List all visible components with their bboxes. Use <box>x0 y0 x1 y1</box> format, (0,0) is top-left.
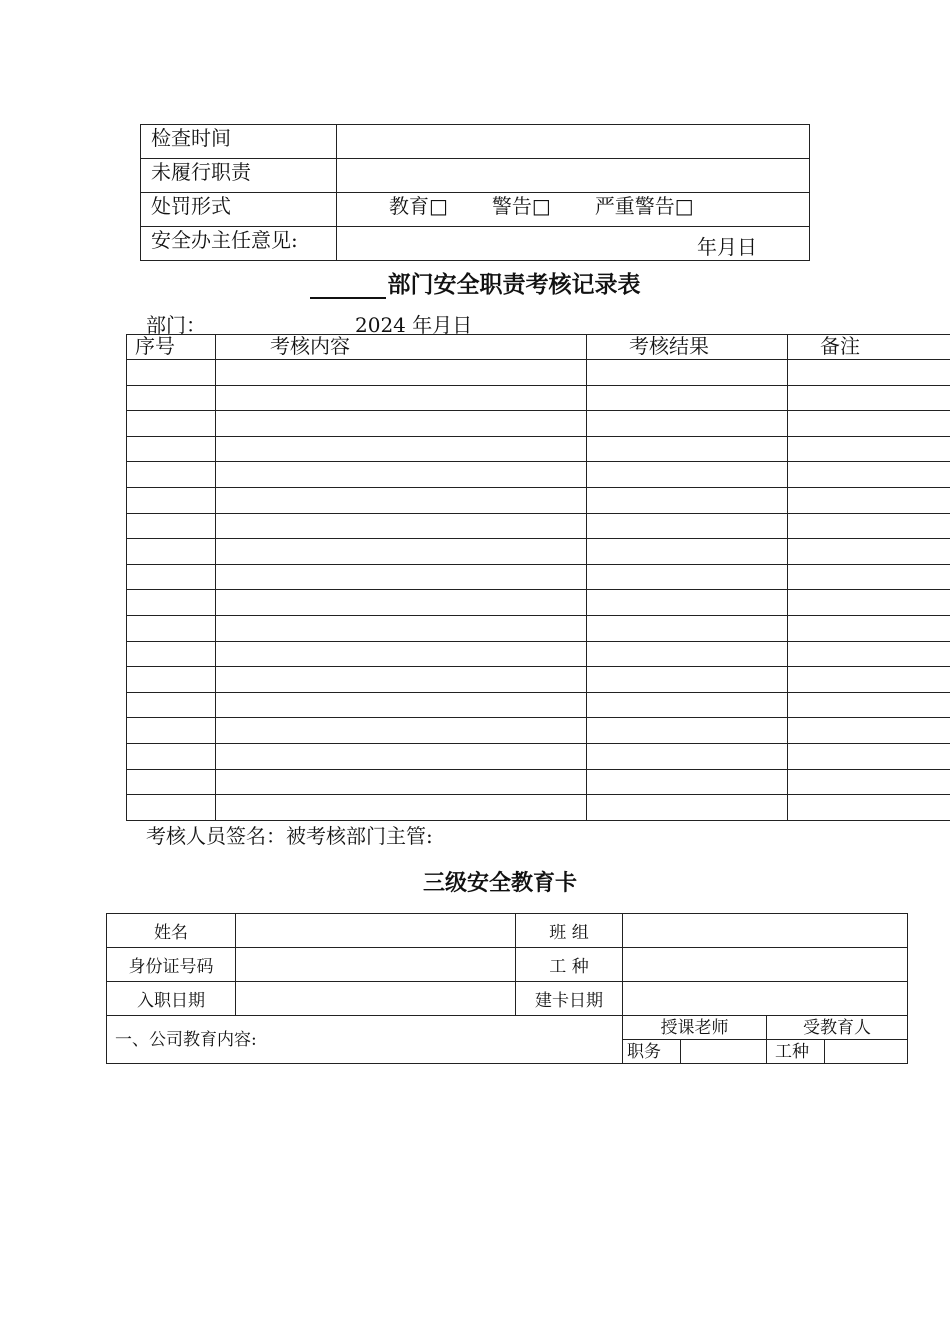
team-label: 班 组 <box>516 914 623 948</box>
unfulfilled-duty-field[interactable] <box>337 159 810 193</box>
table-row <box>127 564 950 590</box>
cell-seq[interactable] <box>127 385 216 411</box>
cell-content[interactable] <box>216 769 587 795</box>
company-education-label: 一、公司教育内容: <box>107 1016 623 1064</box>
trade-label: 工 种 <box>516 948 623 982</box>
cell-content[interactable] <box>216 385 587 411</box>
cell-content[interactable] <box>216 411 587 437</box>
cell-remark[interactable] <box>788 436 950 462</box>
table-row <box>127 667 950 693</box>
cell-seq[interactable] <box>127 641 216 667</box>
cell-result[interactable] <box>587 487 788 513</box>
trade-field[interactable] <box>623 948 908 982</box>
record-table <box>126 334 950 821</box>
position-label: 职务 <box>623 1040 681 1064</box>
cell-result[interactable] <box>587 385 788 411</box>
table-row <box>127 462 950 488</box>
dept-name-blank[interactable] <box>310 273 386 299</box>
cell-seq[interactable] <box>127 692 216 718</box>
unfulfilled-duty-label: 未履行职责 <box>141 159 337 193</box>
cell-remark[interactable] <box>788 360 950 386</box>
cell-remark[interactable] <box>788 462 950 488</box>
cell-content[interactable] <box>216 795 587 821</box>
table-row <box>127 360 950 386</box>
header-content: 考核内容 <box>216 335 587 360</box>
penalty-option-education[interactable]: 教育□ <box>389 194 448 218</box>
cell-remark[interactable] <box>788 795 950 821</box>
card-date-label: 建卡日期 <box>516 982 623 1016</box>
table-row <box>127 718 950 744</box>
cell-result[interactable] <box>587 615 788 641</box>
trainee-label: 受教育人 <box>767 1016 908 1040</box>
cell-seq[interactable] <box>127 769 216 795</box>
education-card-table <box>106 913 908 1064</box>
table-row <box>127 641 950 667</box>
id-number-field[interactable] <box>236 948 516 982</box>
cell-content[interactable] <box>216 718 587 744</box>
name-label: 姓名 <box>107 914 236 948</box>
table-row <box>127 743 950 769</box>
cell-content[interactable] <box>216 615 587 641</box>
table-row <box>127 487 950 513</box>
cell-content[interactable] <box>216 539 587 565</box>
education-card-title: 三级安全教育卡 <box>422 871 577 896</box>
table-row <box>127 436 950 462</box>
join-date-label: 入职日期 <box>107 982 236 1016</box>
cell-remark[interactable] <box>788 718 950 744</box>
table-row <box>127 615 950 641</box>
cell-seq[interactable] <box>127 462 216 488</box>
cell-remark[interactable] <box>788 641 950 667</box>
opinion-date: 年月日 <box>697 235 757 259</box>
cell-seq[interactable] <box>127 487 216 513</box>
cell-remark[interactable] <box>788 590 950 616</box>
cell-remark[interactable] <box>788 769 950 795</box>
table-row <box>127 385 950 411</box>
cell-result[interactable] <box>587 795 788 821</box>
cell-result[interactable] <box>587 462 788 488</box>
cell-seq[interactable] <box>127 513 216 539</box>
teacher-label: 授课老师 <box>623 1016 767 1040</box>
cell-result[interactable] <box>587 692 788 718</box>
cell-result[interactable] <box>587 539 788 565</box>
cell-result[interactable] <box>587 564 788 590</box>
id-number-label: 身份证号码 <box>107 948 236 982</box>
record-form-title: 部门安全职责考核记录表 <box>0 266 950 299</box>
table-row <box>127 769 950 795</box>
cell-content[interactable] <box>216 692 587 718</box>
signers-line: 考核人员签名：被考核部门主管: <box>146 824 433 848</box>
cell-seq[interactable] <box>127 436 216 462</box>
cell-remark[interactable] <box>788 615 950 641</box>
header-seq: 序号 <box>127 335 216 360</box>
cell-seq[interactable] <box>127 360 216 386</box>
cell-content[interactable] <box>216 360 587 386</box>
header-remark: 备注 <box>788 335 950 360</box>
position-field[interactable] <box>681 1040 767 1064</box>
cell-content[interactable] <box>216 513 587 539</box>
cell-result[interactable] <box>587 667 788 693</box>
cell-content[interactable] <box>216 436 587 462</box>
director-opinion-field[interactable] <box>337 227 810 261</box>
cell-seq[interactable] <box>127 667 216 693</box>
trainee-trade-label: 工种 <box>767 1040 825 1064</box>
cell-remark[interactable] <box>788 692 950 718</box>
cell-result[interactable] <box>587 411 788 437</box>
cell-result[interactable] <box>587 513 788 539</box>
dept-label: 部门： <box>146 313 206 337</box>
cell-result[interactable] <box>587 718 788 744</box>
cell-seq[interactable] <box>127 743 216 769</box>
cell-result[interactable] <box>587 436 788 462</box>
card-date-field[interactable] <box>623 982 908 1016</box>
cell-content[interactable] <box>216 462 587 488</box>
cell-seq[interactable] <box>127 718 216 744</box>
cell-content[interactable] <box>216 487 587 513</box>
director-opinion-label: 安全办主任意见: <box>141 227 337 261</box>
cell-remark[interactable] <box>788 564 950 590</box>
join-date-field[interactable] <box>236 982 516 1016</box>
inspection-table <box>140 124 810 261</box>
table-row <box>127 539 950 565</box>
cell-result[interactable] <box>587 769 788 795</box>
cell-remark[interactable] <box>788 743 950 769</box>
inspection-time-field[interactable] <box>337 125 810 159</box>
cell-remark[interactable] <box>788 487 950 513</box>
table-row <box>127 411 950 437</box>
cell-content[interactable] <box>216 667 587 693</box>
cell-result[interactable] <box>587 590 788 616</box>
penalty-label: 处罚形式 <box>141 193 337 227</box>
cell-seq[interactable] <box>127 411 216 437</box>
date-label: 2024 年月日 <box>355 313 473 337</box>
name-field[interactable] <box>236 914 516 948</box>
cell-seq[interactable] <box>127 590 216 616</box>
penalty-options <box>337 193 810 227</box>
table-row <box>127 692 950 718</box>
cell-remark[interactable] <box>788 539 950 565</box>
trainee-trade-field[interactable] <box>825 1040 908 1064</box>
cell-seq[interactable] <box>127 564 216 590</box>
cell-result[interactable] <box>587 641 788 667</box>
table-row <box>127 590 950 616</box>
cell-content[interactable] <box>216 564 587 590</box>
cell-seq[interactable] <box>127 615 216 641</box>
cell-seq[interactable] <box>127 795 216 821</box>
cell-remark[interactable] <box>788 411 950 437</box>
team-field[interactable] <box>623 914 908 948</box>
cell-remark[interactable] <box>788 667 950 693</box>
cell-content[interactable] <box>216 743 587 769</box>
cell-result[interactable] <box>587 743 788 769</box>
cell-remark[interactable] <box>788 513 950 539</box>
header-result: 考核结果 <box>587 335 788 360</box>
cell-remark[interactable] <box>788 385 950 411</box>
inspection-time-label: 检查时间 <box>141 125 337 159</box>
cell-content[interactable] <box>216 641 587 667</box>
cell-seq[interactable] <box>127 539 216 565</box>
penalty-option-serious-warning[interactable]: 严重警告□ <box>594 194 694 218</box>
cell-result[interactable] <box>587 360 788 386</box>
table-row <box>127 513 950 539</box>
cell-content[interactable] <box>216 590 587 616</box>
table-row <box>127 795 950 821</box>
penalty-option-warning[interactable]: 警告□ <box>491 194 551 218</box>
